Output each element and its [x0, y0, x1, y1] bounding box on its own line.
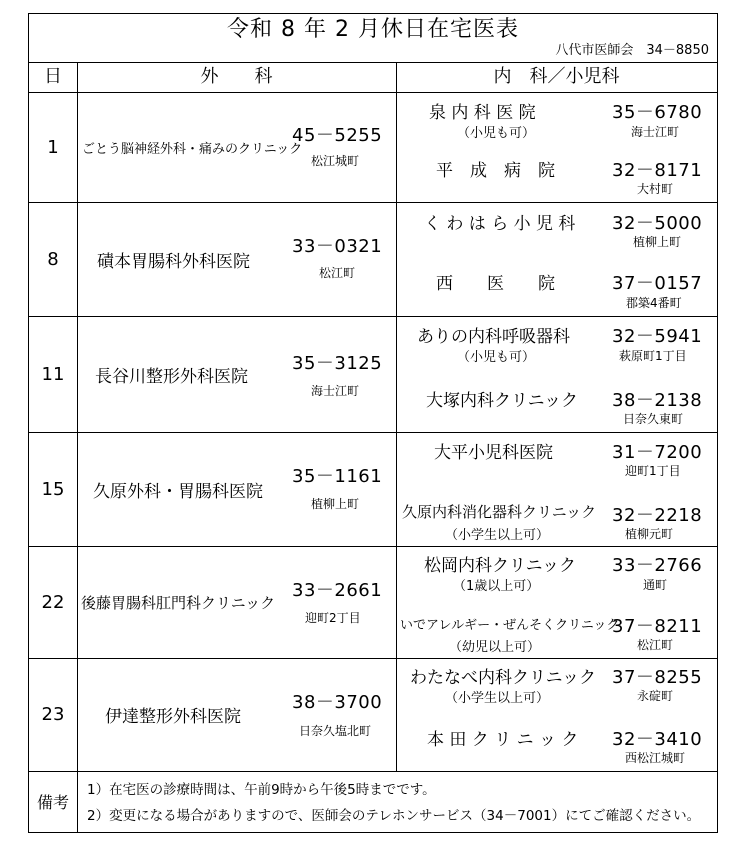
internal-clinic-note: （幼児以上可）	[449, 640, 541, 655]
internal-clinic-name: ありの内科呼吸器科	[417, 327, 570, 347]
internal-phone: 32－5000	[612, 213, 703, 234]
remark-line: 2）変更になる場合がありますので、医師会のテレホンサービス（34－7001）にてご確認ください。	[87, 808, 701, 824]
internal-clinic-name: 平 成 病 院	[436, 161, 555, 181]
internal-phone: 37－8255	[612, 667, 703, 688]
internal-clinic-name: 大塚内科クリニック	[426, 391, 578, 411]
internal-clinic-note: （小児も可）	[457, 126, 536, 141]
internal-address: 植柳上町	[633, 235, 682, 249]
internal-address: 植柳元町	[625, 527, 674, 541]
internal-clinic-note: （小学生以上可）	[445, 528, 550, 543]
internal-clinic-name: 松岡内科クリニック	[424, 556, 576, 576]
internal-address: 海士江町	[631, 125, 680, 139]
internal-address: 郡築4番町	[626, 296, 682, 310]
surgery-address: 海士江町	[311, 384, 360, 398]
internal-clinic-name: いでアレルギー・ぜんそくクリニック	[400, 618, 620, 633]
internal-phone: 35－6780	[612, 102, 703, 123]
surgery-clinic-name: 伊達整形外科医院	[105, 707, 241, 727]
internal-clinic-name: 本 田 ク リ ニ ッ ク	[427, 730, 579, 750]
day-number: 1	[47, 136, 59, 158]
header-internal: 内 科／小児科	[493, 66, 620, 87]
internal-phone: 37－8211	[612, 616, 703, 637]
surgery-clinic-name: 久原外科・胃腸科医院	[93, 481, 263, 502]
internal-address: 松江町	[637, 638, 674, 652]
surgery-clinic-name: 後藤胃腸科肛門科クリニック	[81, 593, 276, 612]
surgery-clinic-name: ごとう脳神経外科・痛みのクリニック	[82, 141, 303, 157]
remark-line: 1）在宅医の診療時間は、午前9時から午後5時までです。	[87, 782, 436, 798]
surgery-phone: 35－1161	[292, 466, 383, 487]
internal-clinic-name: わたなべ内科クリニック	[410, 668, 596, 688]
surgery-phone: 45－5255	[292, 125, 383, 146]
internal-phone: 32－3410	[612, 729, 703, 750]
internal-phone: 32－8171	[612, 160, 703, 181]
surgery-phone: 33－0321	[292, 236, 383, 257]
internal-phone: 32－2218	[612, 505, 703, 526]
divider	[77, 62, 78, 832]
surgery-address: 松江城町	[311, 154, 360, 168]
surgery-address: 松江町	[319, 266, 356, 280]
day-number: 23	[41, 704, 65, 725]
internal-clinic-name: 泉 内 科 医 院	[429, 103, 536, 123]
surgery-phone: 33－2661	[292, 580, 383, 601]
table-title: 令和 8 年 2 月休日在宅医表	[227, 17, 519, 42]
internal-clinic-name: 大平小児科医院	[434, 443, 553, 463]
internal-address: 迎町1丁目	[625, 464, 681, 478]
surgery-address: 植柳上町	[311, 497, 360, 511]
internal-clinic-note: （小児も可）	[457, 350, 536, 365]
remarks-label: 備考	[36, 793, 69, 812]
internal-clinic-note: （1歳以上可）	[453, 579, 540, 594]
day-number: 22	[41, 591, 65, 613]
internal-clinic-note: （小学生以上可）	[445, 691, 550, 706]
internal-clinic-name: 久原内科消化器科クリニック	[402, 503, 597, 521]
medical-association-contact: 八代市医師会 34－8850	[555, 43, 709, 58]
internal-address: 大村町	[637, 182, 674, 196]
internal-address: 萩原町1丁目	[619, 349, 687, 363]
internal-phone: 32－5941	[612, 326, 703, 347]
surgery-address: 日奈久塩北町	[299, 724, 372, 738]
surgery-phone: 38－3700	[292, 692, 383, 713]
header-surgery: 外 科	[200, 66, 273, 87]
surgery-clinic-name: 磧本胃腸科外科医院	[97, 251, 250, 272]
internal-phone: 38－2138	[612, 390, 703, 411]
surgery-phone: 35－3125	[292, 353, 383, 374]
internal-address: 永碇町	[637, 689, 674, 703]
internal-phone: 37－0157	[612, 273, 703, 294]
internal-phone: 31－7200	[612, 442, 703, 463]
internal-address: 西松江城町	[625, 751, 686, 765]
internal-clinic-name: く わ は ら 小 児 科	[424, 214, 576, 234]
divider	[396, 62, 397, 771]
internal-address: 日奈久東町	[623, 412, 684, 426]
internal-phone: 33－2766	[612, 555, 703, 576]
day-number: 15	[41, 478, 65, 500]
surgery-clinic-name: 長谷川整形外科医院	[95, 366, 248, 387]
divider	[29, 771, 717, 772]
header-day: 日	[44, 66, 62, 87]
day-number: 8	[47, 248, 59, 270]
internal-address: 通町	[643, 578, 668, 592]
internal-clinic-name: 西 医 院	[436, 274, 555, 294]
surgery-address: 迎町2丁目	[305, 611, 361, 625]
holiday-doctor-table	[28, 13, 718, 833]
day-number: 11	[41, 363, 65, 385]
